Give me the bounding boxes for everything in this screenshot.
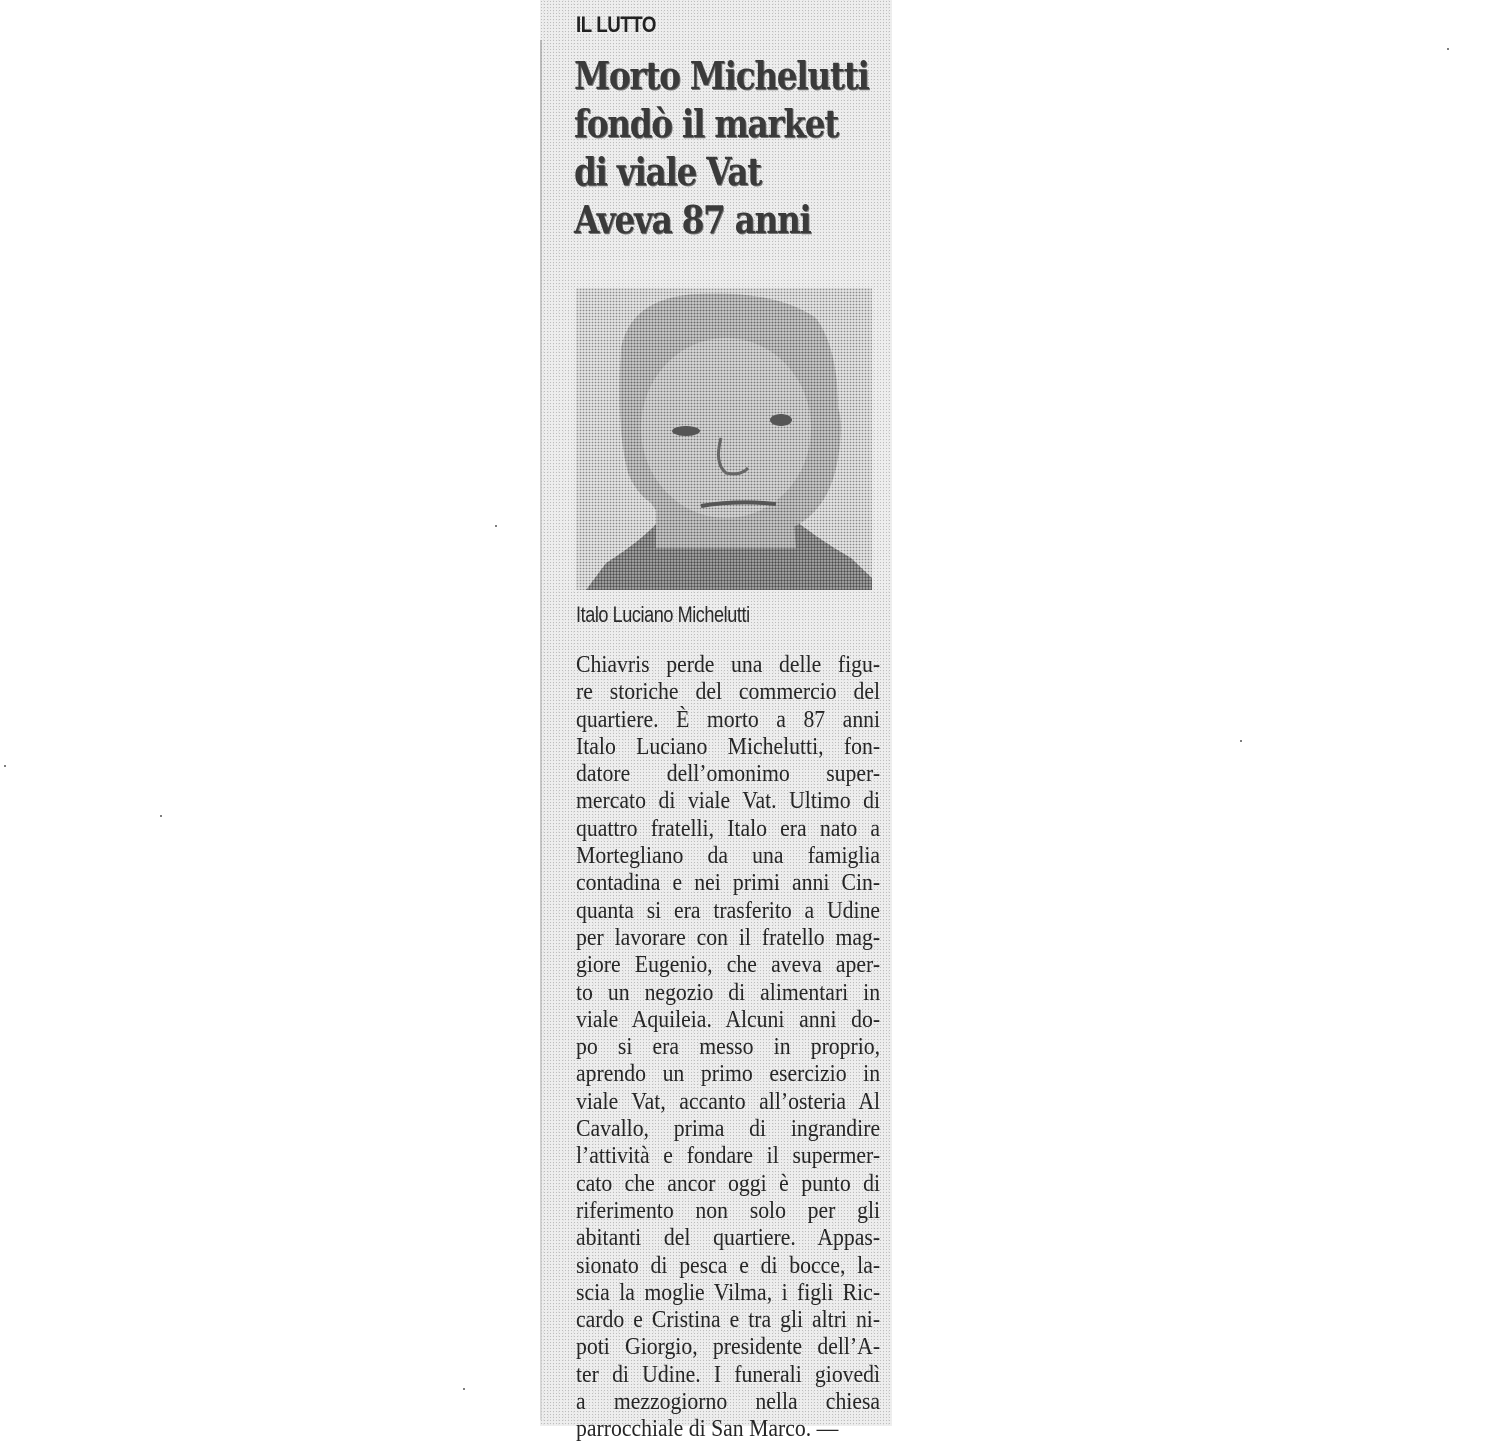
body-line: quattro fratelli, Italo era nato a	[576, 815, 881, 842]
headline-line: Aveva 87 anni	[574, 197, 811, 242]
headline-line: Morto Michelutti	[574, 53, 869, 98]
scan-speck	[1447, 48, 1449, 50]
scan-speck	[495, 525, 497, 527]
body-line: datore dell’omonimo super-	[576, 761, 881, 788]
column-rule	[540, 40, 542, 1420]
section-kicker: IL LUTTO	[576, 12, 657, 37]
photo-caption: Italo Luciano Michelutti	[576, 602, 750, 627]
body-line: l’attività e fondare il supermer-	[576, 1143, 881, 1170]
portrait-image	[576, 288, 872, 590]
body-line: cardo e Cristina e tra gli altri ni-	[576, 1307, 881, 1334]
body-line: per lavorare con il fratello mag-	[576, 924, 881, 951]
article-body	[576, 652, 884, 1444]
body-line: aprendo un primo esercizio in	[576, 1061, 881, 1088]
body-line: quartiere. È morto a 87 anni	[576, 706, 881, 733]
body-line: Italo Luciano Michelutti, fon-	[576, 733, 881, 760]
body-line: Mortegliano da una famiglia	[576, 843, 881, 870]
body-line: abitanti del quartiere. Appas-	[576, 1225, 881, 1252]
newspaper-clipping	[540, 0, 892, 1443]
body-line: to un negozio di alimentari in	[576, 979, 881, 1006]
body-line: poti Giorgio, presidente dell’A-	[576, 1334, 881, 1361]
body-line: scia la moglie Vilma, i figli Ric-	[576, 1279, 881, 1306]
body-line: Cavallo, prima di ingrandire	[576, 1116, 881, 1143]
body-line: po si era messo in proprio,	[576, 1034, 881, 1061]
headline-line: di viale Vat	[574, 149, 761, 194]
body-line: a mezzogiorno nella chiesa	[576, 1389, 881, 1416]
body-line: re storiche del commercio del	[576, 679, 881, 706]
headline-line: fondò il market	[574, 101, 839, 146]
body-line: viale Aquileia. Alcuni anni do-	[576, 1006, 881, 1033]
scan-speck	[1240, 740, 1242, 742]
body-line: quanta si era trasferito a Udine	[576, 897, 881, 924]
body-line: viale Vat, accanto all’osteria Al	[576, 1088, 881, 1115]
scan-speck	[463, 1388, 465, 1390]
body-line: riferimento non solo per gli	[576, 1197, 881, 1224]
body-line: sionato di pesca e di bocce, la-	[576, 1252, 881, 1279]
body-line: cato che ancor oggi è punto di	[576, 1170, 881, 1197]
portrait-photo	[576, 288, 872, 590]
scan-speck	[4, 765, 6, 767]
body-line: ter di Udine. I funerali giovedì	[576, 1361, 881, 1388]
headline	[574, 52, 869, 244]
body-line: Chiavris perde una delle figu-	[576, 652, 881, 678]
scan-speck	[160, 815, 162, 817]
body-line: mercato di viale Vat. Ultimo di	[576, 788, 881, 815]
body-line: parrocchiale di San Marco. —	[576, 1416, 839, 1443]
body-line: contadina e nei primi anni Cin-	[576, 870, 881, 897]
body-line: giore Eugenio, che aveva aper-	[576, 952, 881, 979]
